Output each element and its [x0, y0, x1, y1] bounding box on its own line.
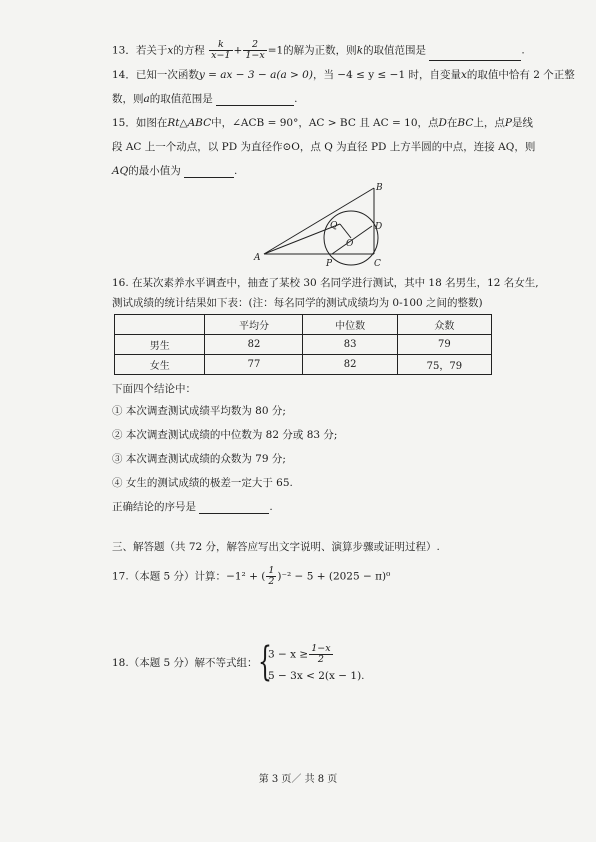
table-cell: 女生: [115, 355, 205, 375]
label-A: A: [254, 253, 261, 263]
segment-AB: [264, 188, 374, 254]
table-cell: 83: [303, 335, 397, 355]
answer-blank-14[interactable]: [216, 94, 294, 106]
table-cell: 男生: [115, 335, 205, 355]
table-header-cell: 中位数: [303, 315, 397, 335]
question-15-line-1: 15．如图在Rt△ABC中，∠ACB = 90°，AC > BC 且 AC = 10，点D在BC上，点P是线: [112, 117, 533, 129]
question-15-line-3: AQ的最小值为 .: [112, 165, 238, 177]
table-cell: 79: [397, 335, 491, 355]
conclusion-2: ② 本次调查测试成绩的中位数为 82 分或 83 分;: [112, 429, 338, 441]
table-header-cell: [115, 315, 205, 335]
question-16-line-1: 16. 在某次素养水平调查中，抽查了某校 30 名同学进行测试，其中 18 名男生，12 名女生,: [112, 277, 539, 289]
answer-blank-15[interactable]: [184, 166, 234, 178]
table-cell: 82: [303, 355, 397, 375]
question-16-line-2: 测试成绩的统计结果如下表：(注：每名同学的测试成绩均为 0-100 之间的整数): [112, 297, 483, 309]
table-cell: 77: [205, 355, 303, 375]
question-15-line-2: 段 AC 上一个动点，以 PD 为直径作⊙O，点 Q 为直径 PD 上方半圆的中点，连接 AQ，则: [112, 141, 536, 153]
fraction-half: $\frac{1}{2}$: [268, 565, 275, 587]
table-header-row: [115, 315, 492, 335]
answer-blank-16[interactable]: [199, 502, 269, 514]
table-header-cell: 平均分: [205, 315, 303, 335]
inequality-2: 5 − 3x < 2(x − 1).: [268, 670, 365, 682]
question-17: 17.（本题 5 分）计算：−1² + ( $\frac{1}{2}$ )⁻² − 5 + (2025 − π)⁰: [112, 565, 391, 587]
conclusion-1: ① 本次调查测试成绩平均数为 80 分;: [112, 405, 286, 417]
conclusions-title: 下面四个结论中：: [112, 383, 196, 395]
question-18-label: 18.（本题 5 分）解不等式组：: [112, 657, 258, 669]
question-14-line-2: 数，则a的取值范围是 .: [112, 93, 298, 105]
answer-blank-13[interactable]: [429, 49, 521, 61]
table-cell: 82: [205, 335, 303, 355]
segment-AQ: [264, 224, 340, 254]
table-row: [115, 335, 492, 355]
label-P: P: [326, 259, 333, 269]
left-brace: {: [258, 639, 272, 685]
triangle-circle-diagram: [250, 180, 400, 270]
fraction-2: $\frac{2}{1-x}$: [245, 39, 265, 61]
fraction-1-minus-x: $\frac{1-x}{2}$: [311, 643, 331, 665]
conclusion-3: ③ 本次调查测试成绩的众数为 79 分;: [112, 453, 286, 465]
conclusion-4: ④ 女生的测试成绩的极差一定大于 65.: [112, 477, 293, 489]
question-14-line-1: 14．已知一次函数y = ax − 3 − a(a > 0)，当 −4 ≤ y ≤ −1 时，自变量x的取值中恰有 2 个正整: [112, 69, 575, 81]
label-D: D: [375, 222, 383, 232]
table-header-cell: 众数: [397, 315, 491, 335]
label-O: O: [346, 239, 354, 249]
label-C: C: [374, 259, 381, 269]
question-16-answer: 正确结论的序号是 .: [112, 501, 273, 513]
segment-QO: [340, 224, 351, 238]
section-heading: 三、解答题（共 72 分，解答应写出文字说明、演算步骤或证明过程）.: [112, 541, 440, 553]
table-cell: 75，79: [397, 355, 491, 375]
table-row: [115, 355, 492, 375]
fraction-k: $\frac{k}{x-1}$: [211, 39, 231, 61]
question-13: 13．若关于x的方程 $\frac{k}{x-1}$ + $\frac{2}{1-x}$ =1的解为正数，则k的取值范围是 .: [112, 39, 525, 61]
label-B: B: [376, 183, 383, 193]
page-footer: 第 3 页／ 共 8 页: [258, 774, 338, 785]
score-table: [114, 314, 492, 375]
label-Q: Q: [330, 221, 338, 231]
inequality-1: 3 − x ≥ $\frac{1-x}{2}$: [268, 643, 331, 665]
